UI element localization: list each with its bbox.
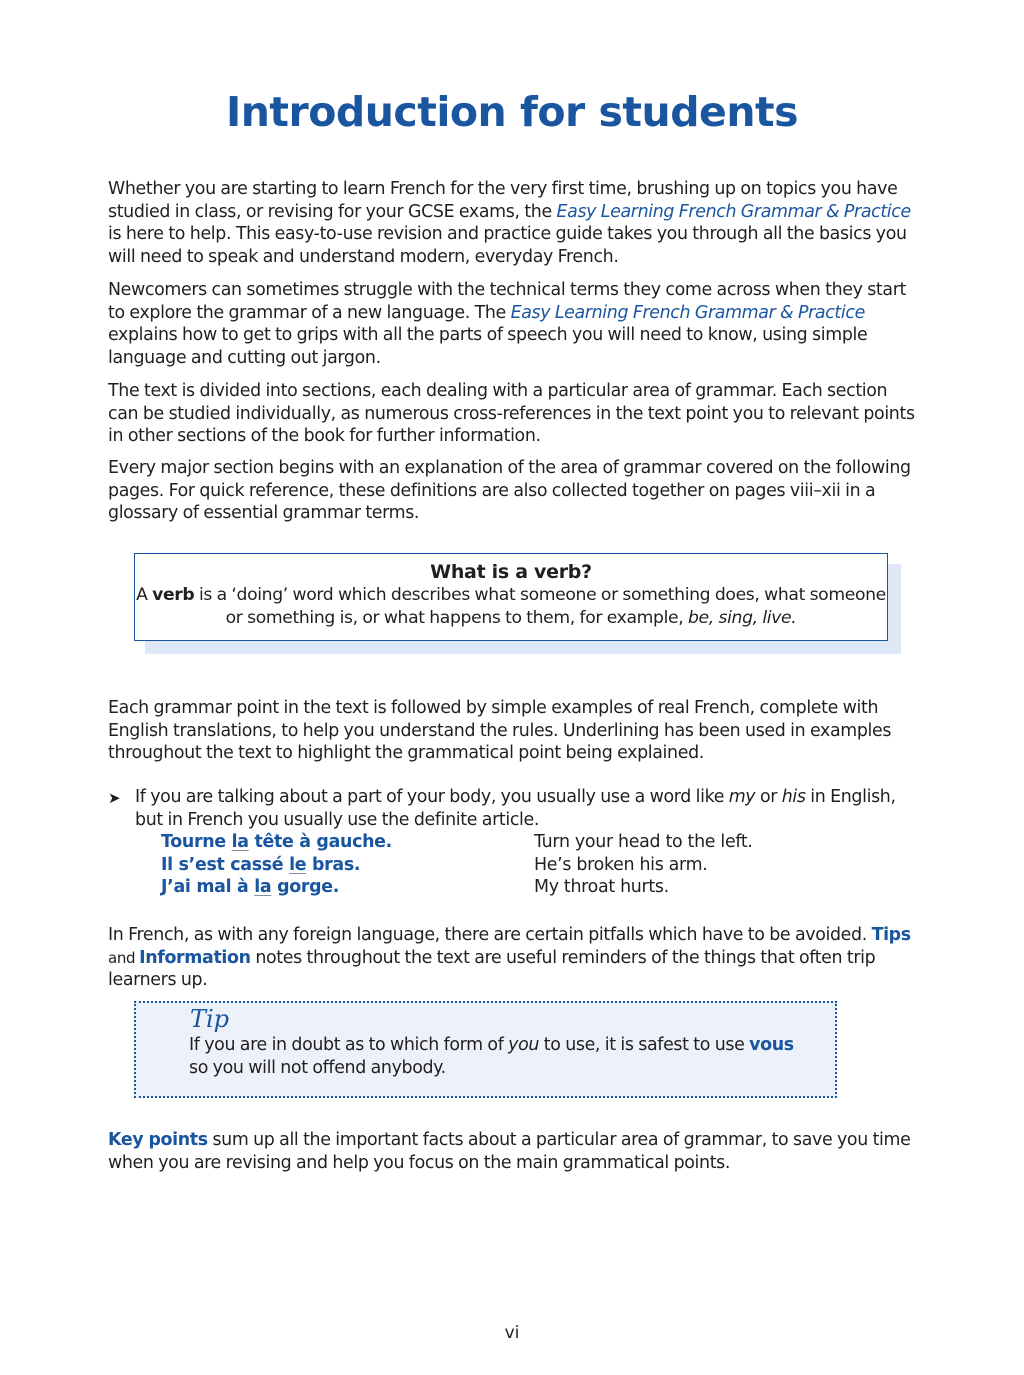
tip-heading: Tip: [190, 1005, 230, 1033]
example-row: [161, 831, 881, 854]
intro-paragraph-2: Newcomers can sometimes struggle with the technical terms they come across when they start to explore the grammar of a new language. The Easy Learning French Grammar & Practice explains how to get to grips with all the parts of speech you will need to know, using simple language and cutting out jargon.: [108, 280, 906, 368]
example-english: My throat hurts.: [534, 877, 669, 897]
example-row: [161, 854, 881, 877]
example-english: Turn your head to the left.: [534, 832, 753, 852]
example-french: J’ai mal à la gorge.: [161, 877, 340, 897]
example-english: He’s broken his arm.: [534, 855, 708, 875]
example-french: Tourne la tête à gauche.: [161, 832, 392, 852]
book-title: Easy Learning French Grammar & Practice: [510, 302, 865, 323]
intro-paragraph-6: In French, as with any foreign language, there are certain pitfalls which have to be avoided. Tips and Information notes throughout the text are useful reminders of the things that often trip learners up.: [108, 925, 911, 990]
intro-paragraph-3: The text is divided into sections, each dealing with a particular area of grammar. Each section can be studied individually, as numerous cross-references in the text point you to relevant points in other sections of the book for further information.: [108, 381, 915, 446]
intro-paragraph-5: Each grammar point in the text is followed by simple examples of real French, complete with English translations, to help you understand the rules. Underlining has been used in examples throughout the text to highlight the grammatical point being explained.: [108, 698, 892, 763]
defined-term: verb: [152, 585, 195, 605]
definition-title: What is a verb?: [430, 561, 592, 583]
example-french: Il s’est cassé le bras.: [161, 855, 361, 875]
tip-box: [134, 1001, 837, 1098]
intro-paragraph-4: Every major section begins with an explanation of the area of grammar covered on the following pages. For quick reference, these definitions are also collected together on pages viii–xii in a glossary of essential grammar terms.: [108, 458, 911, 523]
arrow-bullet-icon: ➤: [108, 789, 121, 807]
definition-text: A verb is a ‘doing’ word which describes what someone or something does, what someone or something is, or what happens to them, for example, be, sing, live.: [136, 585, 886, 628]
book-title: Easy Learning French Grammar & Practice: [556, 201, 911, 222]
intro-paragraph-1: Whether you are starting to learn French for the very first time, brushing up on topics you have studied in class, or revising for your GCSE exams, the Easy Learning French Grammar & Practice is here to help. This easy-to-use revision and practice guide takes you through all the basics you will need to speak and understand modern, everyday French.: [108, 179, 911, 267]
definition-box: [134, 553, 888, 641]
page-number: vi: [504, 1323, 520, 1343]
intro-paragraph-7: Key points sum up all the important facts about a particular area of grammar, to save you time when you are revising and help you focus on the main grammatical points.: [108, 1130, 911, 1173]
definition-examples: be, sing, live.: [687, 607, 797, 628]
tip-text: If you are in doubt as to which form of you to use, it is safest to use vous so you will not offend anybody.: [189, 1035, 794, 1078]
example-row: [161, 876, 881, 899]
page-title: Introduction for students: [225, 88, 799, 136]
rule-bullet: If you are talking about a part of your body, you usually use a word like my or his in English, but in French you usually use the definite article.: [135, 787, 896, 830]
